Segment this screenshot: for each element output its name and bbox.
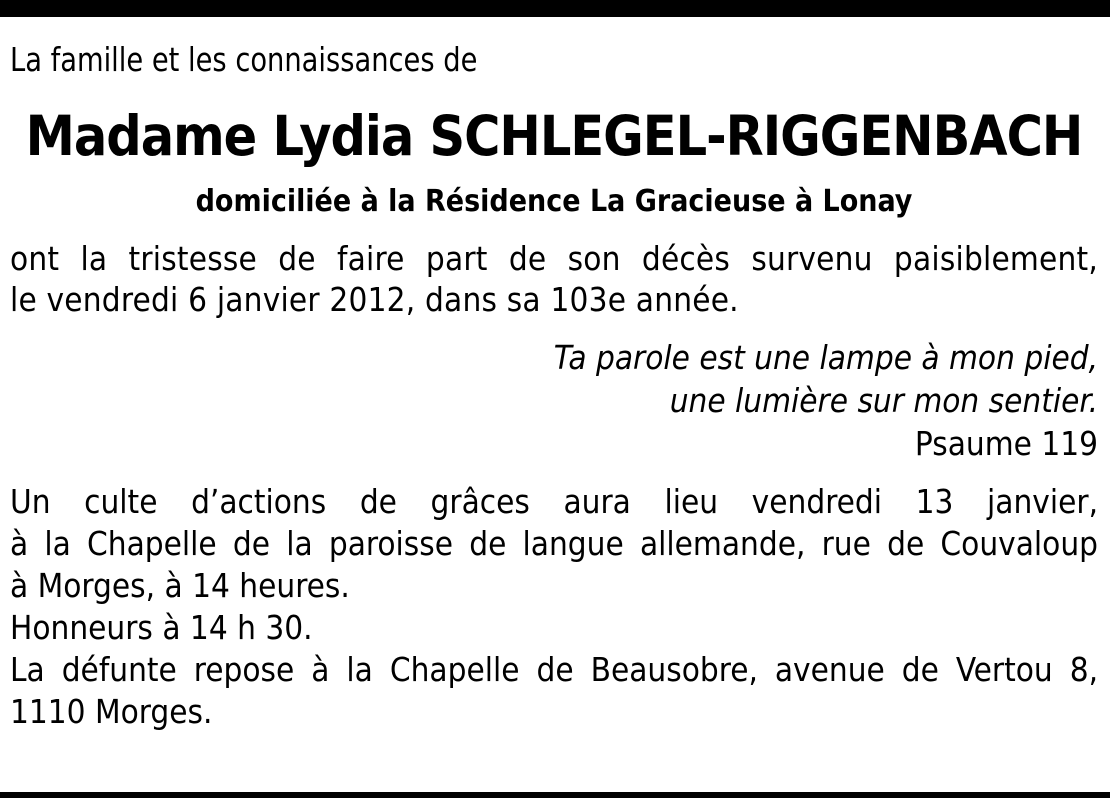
announcement-line-1: ont la tristesse de faire part de son décès survenu paisiblement, [10,239,1098,278]
top-border-rule [0,0,1110,17]
bottom-border-rule [0,792,1110,798]
quote-line-2: une lumière sur mon sentier. [669,381,1098,420]
honours-text: Honneurs à 14 h 30. [10,608,313,647]
obituary-notice [10,38,1098,733]
rest-paragraph [10,649,1098,733]
service-line-3: à Morges, à 14 heures. [10,566,350,605]
announcement-line-2: le vendredi 6 janvier 2012, dans sa 103e année. [10,280,739,319]
quote-source: Psaume 119 [914,424,1098,463]
rest-line-2: 1110 Morges. [10,692,213,731]
residence-text: domiciliée à la Résidence La Gracieuse à Lonay [195,184,913,219]
service-line-2: à la Chapelle de la paroisse de langue allemande, rue de Couvaloup [10,524,1098,563]
announcement-paragraph [10,238,1098,320]
deceased-name: Madame Lydia SCHLEGEL-RIGGENBACH [25,104,1083,168]
rest-line-1: La défunte repose à la Chapelle de Beausobre, avenue de Vertou 8, [10,650,1098,689]
service-paragraph [10,481,1098,607]
quote-line-1: Ta parole est une lampe à mon pied, [553,338,1098,377]
bible-quote [10,336,1098,422]
intro-text: La famille et les connaissances de [10,40,478,79]
service-line-1: Un culte d’actions de grâces aura lieu vendredi 13 janvier, [10,482,1098,521]
